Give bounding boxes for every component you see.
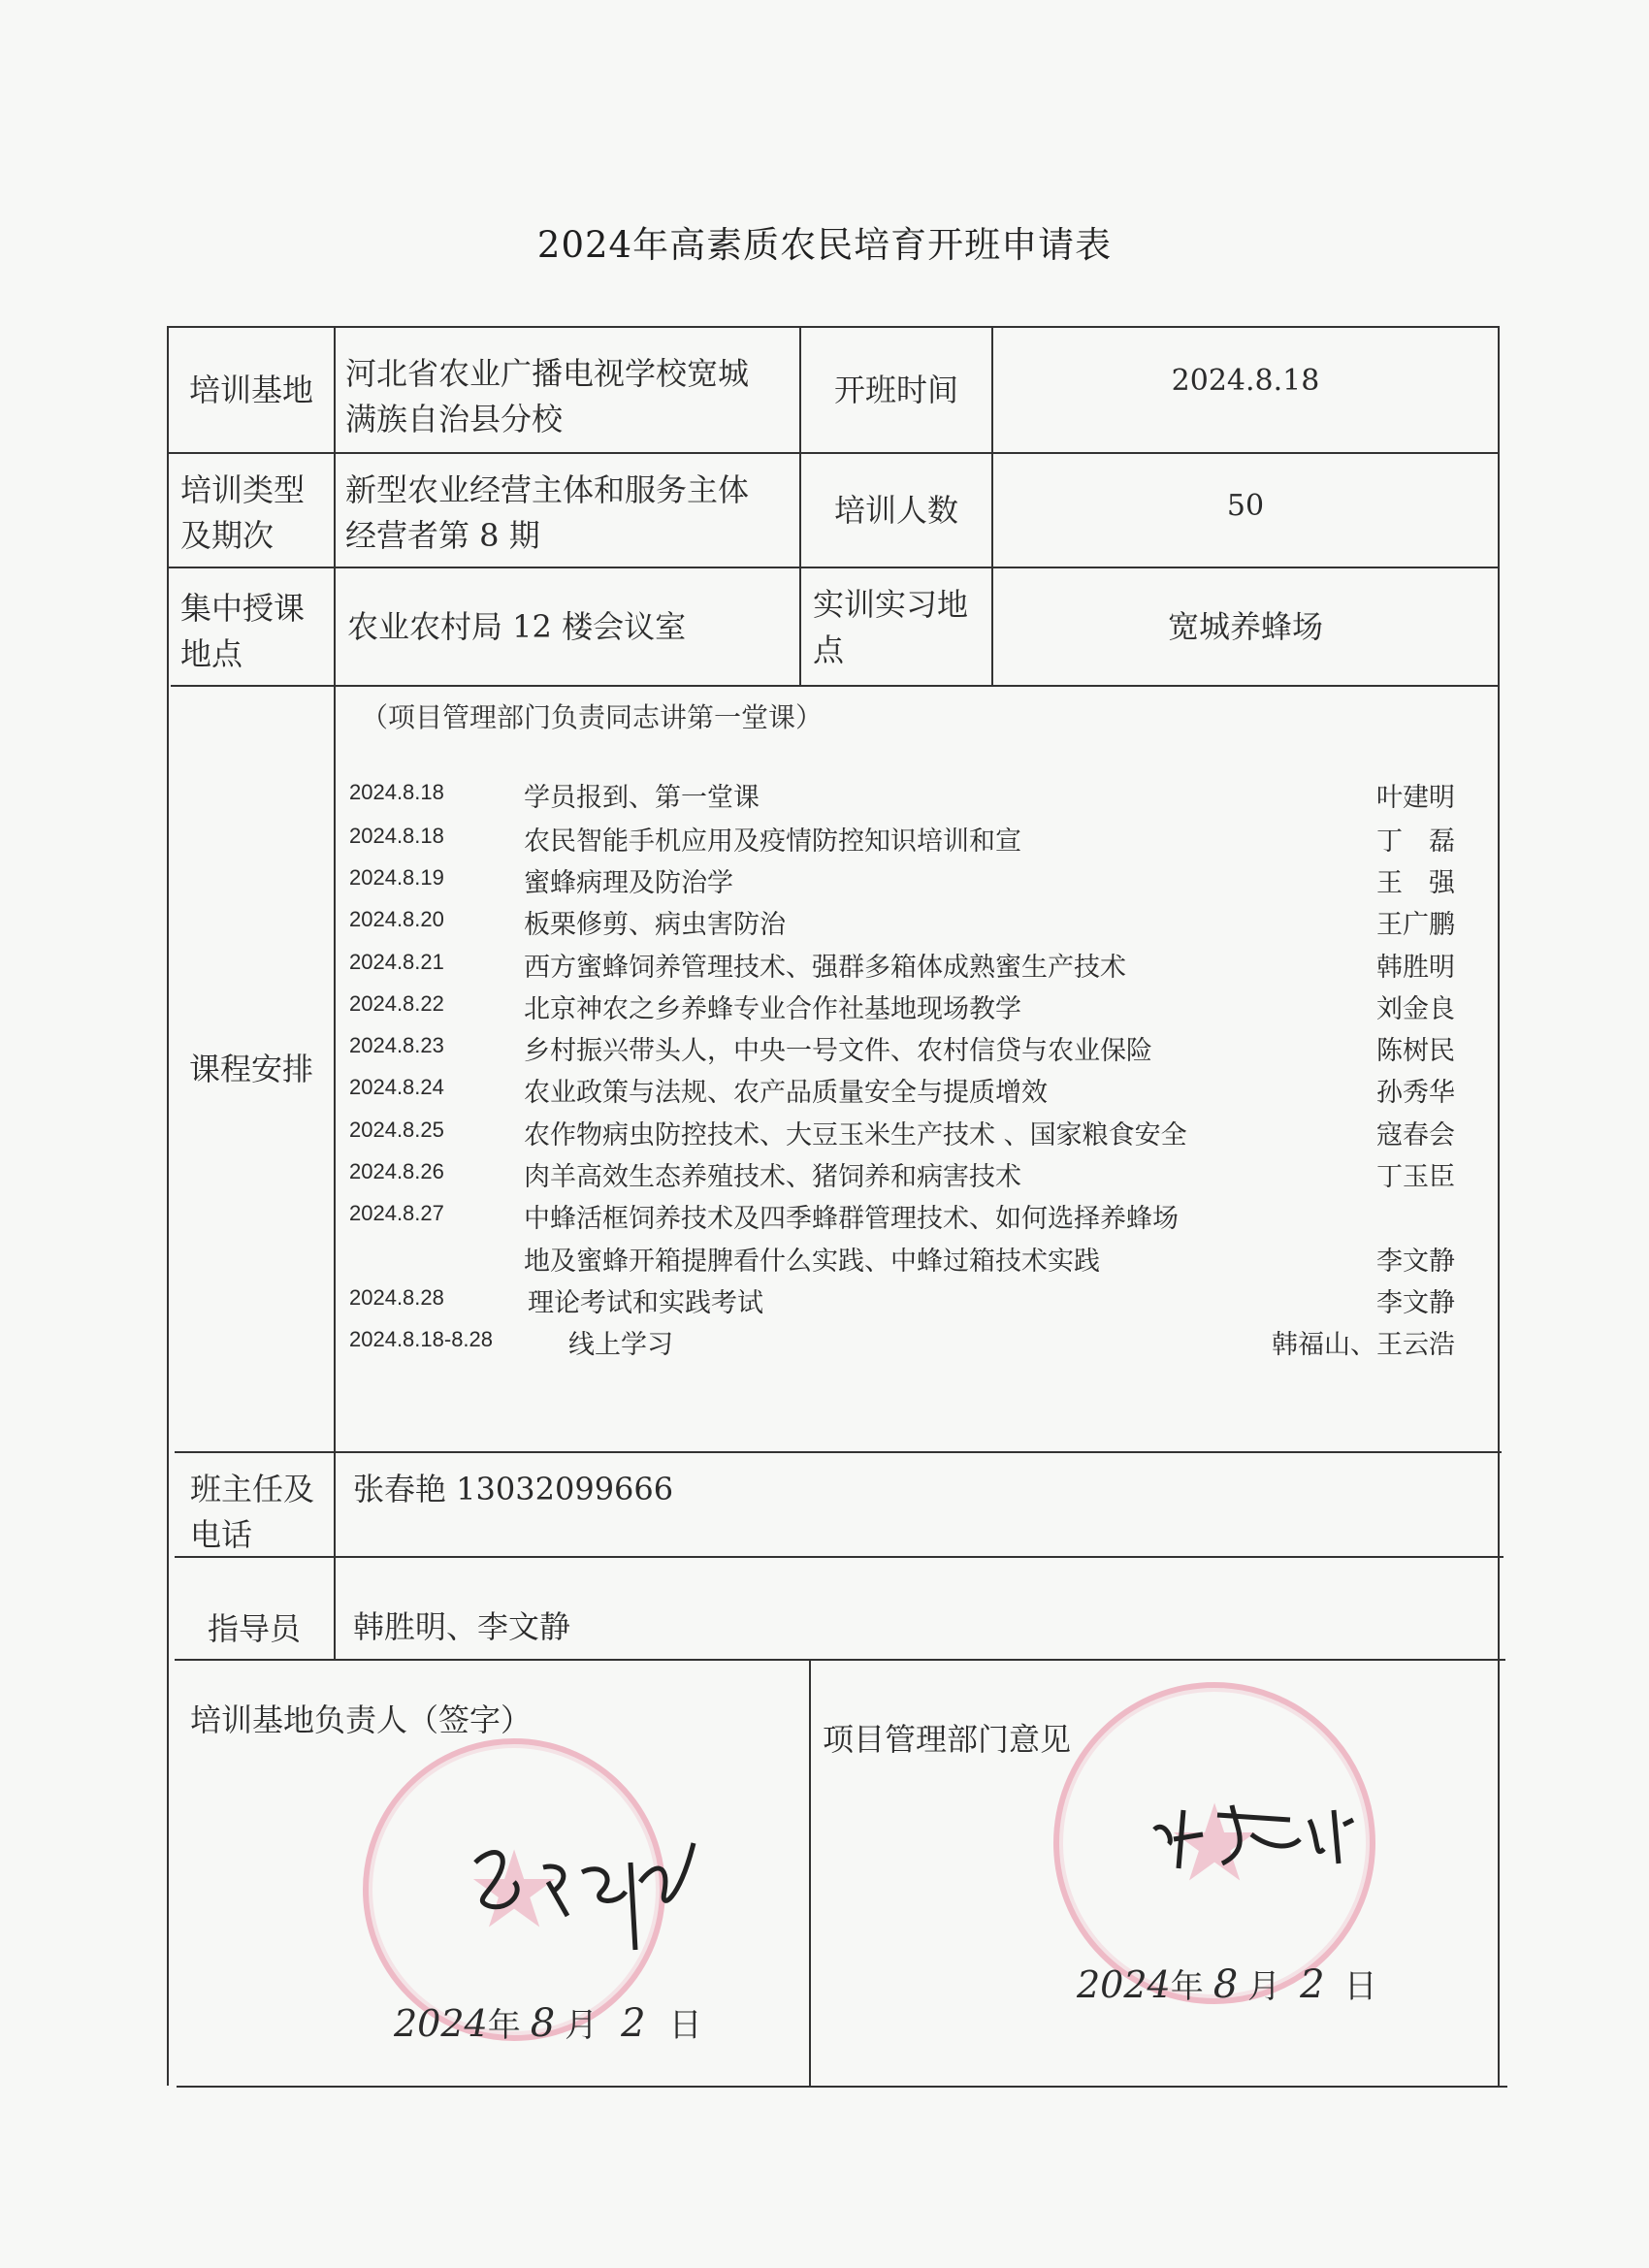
schedule-date: 2024.8.18 (349, 824, 444, 848)
schedule-date: 2024.8.26 (349, 1159, 444, 1183)
table-border-right (1498, 326, 1500, 2086)
schedule-date: 2024.8.23 (349, 1033, 444, 1057)
head-teacher-value-text: 张春艳 13032099666 (353, 1471, 674, 1507)
head-teacher-label-line1: 班主任及 (190, 1471, 315, 1507)
schedule-row (349, 1197, 1465, 1236)
head-teacher-label (190, 1467, 336, 1558)
count-value-text: 50 (1226, 488, 1265, 523)
dept-year-char: 年 (1170, 1967, 1204, 2006)
schedule-course: 北京神农之乡养蜂专业合作社基地现场教学 (524, 994, 1021, 1024)
count-label-text: 培训人数 (833, 491, 958, 529)
row-divider (171, 685, 1498, 687)
schedule-course: 农作物病虫防控技术、大豆玉米生产技术 、国家粮食安全 (524, 1120, 1187, 1150)
base-head-date (394, 1998, 702, 2046)
base-label-text: 培训基地 (188, 371, 313, 408)
schedule-course: 农民智能手机应用及疫情防控知识培训和宣 (524, 826, 1021, 857)
schedule-date: 2024.8.18 (349, 780, 444, 804)
schedule-teacher: 王广鹏 (1376, 910, 1455, 940)
schedule-row (349, 776, 1465, 815)
row-divider (175, 1556, 1504, 1558)
schedule-teacher: 韩胜明 (1376, 953, 1455, 983)
schedule-date: 2024.8.24 (349, 1075, 444, 1099)
start-time-value (993, 328, 1498, 452)
schedule-row (349, 988, 1465, 1026)
schedule-course: 板栗修剪、病虫害防治 (524, 910, 786, 940)
schedule-course: 学员报到、第一堂课 (524, 783, 760, 813)
base-head-day-char: 日 (668, 2006, 702, 2045)
start-time-label-text: 开班时间 (833, 371, 958, 408)
schedule-course: 地及蜜蜂开箱提脾看什么实践、中蜂过箱技术实践 (524, 1247, 1100, 1277)
type-label (180, 468, 336, 559)
schedule-row (349, 1281, 1465, 1320)
type-value-line1: 新型农业经营主体和服务主体 (345, 471, 750, 508)
schedule-course: 乡村振兴带头人，中央一号文件、农村信贷与农业保险 (524, 1036, 1152, 1066)
schedule-teacher: 李文静 (1376, 1247, 1455, 1277)
schedule-date: 2024.8.20 (349, 907, 444, 931)
schedule-teacher: 孙秀华 (1376, 1078, 1455, 1108)
seal-star-icon: ★ (466, 1828, 563, 1952)
instructor-value (353, 1604, 1129, 1650)
schedule-teacher: 韩福山、王云浩 (1272, 1330, 1455, 1360)
base-value-line1: 河北省农业广播电视学校宽城 (345, 355, 750, 392)
schedule-teacher: 李文静 (1376, 1288, 1455, 1318)
practice-label-line2: 点 (813, 632, 845, 668)
schedule-row (349, 1029, 1465, 1068)
venue-label-line2: 地点 (180, 635, 243, 672)
col-divider (809, 1659, 811, 2086)
dept-day-char: 日 (1343, 1967, 1377, 2006)
schedule-date: 2024.8.22 (349, 991, 444, 1016)
start-time-label (801, 328, 991, 452)
type-value-line2: 经营者第 8 期 (345, 517, 540, 554)
count-value (993, 454, 1498, 567)
seal-star-icon: ★ (1166, 1781, 1263, 1905)
base-head-month-char: 月 (565, 2006, 598, 2045)
schedule-label (169, 687, 334, 1451)
dept-date-year: 2024 (1077, 1963, 1171, 2006)
schedule-date: 2024.8.21 (349, 950, 444, 974)
dept-date-month: 8 (1212, 1962, 1239, 2007)
schedule-row (349, 946, 1465, 985)
schedule-course: 蜜蜂病理及防治学 (524, 868, 733, 898)
row-divider (175, 1659, 1505, 1661)
practice-value (993, 568, 1498, 685)
head-teacher-value (353, 1467, 1129, 1512)
base-head-year-char: 年 (487, 2006, 521, 2045)
schedule-row (349, 861, 1465, 900)
schedule-course: 理论考试和实践考试 (528, 1288, 763, 1318)
base-value-line2: 满族自治县分校 (345, 401, 564, 437)
schedule-row (349, 1114, 1465, 1152)
schedule-row (349, 820, 1465, 859)
schedule-date: 2024.8.27 (349, 1201, 444, 1225)
table-border-bottom (177, 2086, 1507, 2088)
start-time-value-text: 2024.8.18 (1171, 363, 1320, 398)
schedule-date: 2024.8.28 (349, 1285, 444, 1310)
dept-date-day: 2 (1300, 1962, 1325, 2007)
base-head-signature (456, 1824, 708, 1969)
schedule-teacher: 寇春会 (1376, 1120, 1455, 1150)
base-head-date-day: 2 (621, 2001, 646, 2046)
schedule-course: 中蜂活框饲养技术及四季蜂群管理技术、如何选择养蜂场 (524, 1204, 1179, 1234)
schedule-teacher: 刘金良 (1376, 994, 1455, 1024)
dept-head-signature (1145, 1791, 1368, 1878)
instructor-label-text: 指导员 (208, 1610, 302, 1647)
venue-label (180, 586, 336, 677)
base-head-label (190, 1698, 792, 1743)
type-label-line2: 及期次 (180, 517, 275, 554)
schedule-row (349, 1155, 1465, 1194)
practice-label (813, 582, 993, 673)
base-head-date-year: 2024 (394, 2002, 488, 2045)
schedule-teacher: 陈树民 (1376, 1036, 1455, 1066)
schedule-teacher: 丁玉臣 (1376, 1162, 1455, 1192)
venue-value (347, 568, 799, 685)
schedule-teacher: 丁 磊 (1376, 826, 1455, 857)
dept-month-char: 月 (1247, 1967, 1281, 2006)
dept-label-text: 项目管理部门意见 (823, 1721, 1072, 1758)
schedule-course: 肉羊高效生态养殖技术、猪饲养和病害技术 (524, 1162, 1021, 1192)
type-label-line1: 培训类型 (180, 471, 306, 508)
schedule-note: （项目管理部门负责同志讲第一堂课） (361, 701, 824, 733)
schedule-course: 线上学习 (568, 1330, 673, 1360)
type-value (345, 468, 801, 559)
schedule-course: 农业政策与法规、农产品质量安全与提质增效 (524, 1078, 1048, 1108)
practice-label-line1: 实训实习地 (813, 586, 969, 623)
base-label (169, 328, 334, 452)
schedule-label-text: 课程安排 (188, 1050, 313, 1087)
instructor-value-text: 韩胜明、李文静 (353, 1608, 571, 1645)
head-teacher-label-line2: 电话 (190, 1516, 253, 1553)
schedule-date: 2024.8.25 (349, 1118, 444, 1142)
schedule-teacher: 叶建明 (1376, 783, 1455, 813)
practice-value-text: 宽城养蜂场 (1167, 607, 1323, 645)
schedule-date: 2024.8.19 (349, 865, 444, 890)
venue-label-line1: 集中授课 (180, 590, 306, 627)
dept-date (1077, 1960, 1377, 2007)
schedule-row (349, 1323, 1465, 1362)
count-label (801, 454, 991, 567)
schedule-teacher: 王 强 (1376, 868, 1455, 898)
base-value (345, 351, 801, 442)
row-divider (175, 1451, 1502, 1453)
schedule-course: 西方蜜蜂饲养管理技术、强群多箱体成熟蜜生产技术 (524, 953, 1126, 983)
base-head-label-text: 培训基地负责人（签字） (190, 1701, 533, 1738)
base-head-date-month: 8 (530, 2001, 556, 2046)
instructor-label (208, 1606, 334, 1652)
schedule-row (349, 1071, 1465, 1110)
schedule-row (349, 1240, 1465, 1279)
form-title: 2024年高素质农民培育开班申请表 (536, 224, 1113, 266)
venue-value-text: 农业农村局 12 楼会议室 (347, 607, 687, 645)
schedule-row (349, 903, 1465, 942)
schedule-date: 2024.8.18-8.28 (349, 1327, 494, 1351)
